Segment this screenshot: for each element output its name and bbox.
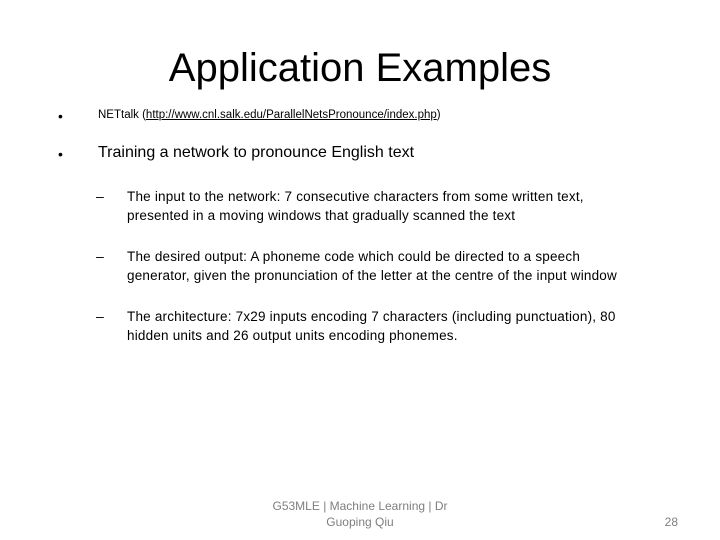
bullet-marker: •: [58, 146, 63, 162]
bullet-marker: •: [58, 108, 63, 124]
slide-title: Application Examples: [168, 46, 552, 90]
footer-line: G53MLE | Machine Learning | Dr: [272, 499, 448, 513]
footer-line: Guoping Qiu: [326, 515, 394, 529]
bullet-text: Training a network to pronounce English text: [98, 144, 415, 161]
footer-course-info: [240, 498, 480, 530]
bullet-text: [98, 106, 441, 124]
sub-bullet-text: [127, 307, 687, 345]
sub-bullet-line: generator, given the pronunciation of the letter at the centre of the input window: [127, 268, 617, 283]
sub-bullet-marker: –: [96, 188, 104, 204]
sub-bullet-text: [127, 247, 687, 285]
bullet-text-prefix: NETtalk (: [98, 109, 146, 121]
slide-page-number: 28: [664, 515, 678, 529]
sub-bullet-line: hidden units and 26 output units encoding phonemes.: [127, 328, 458, 343]
sub-bullet-line: presented in a moving windows that gradually scanned the text: [127, 208, 516, 223]
sub-bullet-line: The architecture: 7x29 inputs encoding 7 characters (including punctuation), 80: [127, 309, 616, 324]
sub-bullet-marker: –: [96, 308, 104, 324]
sub-bullet-line: The desired output: A phoneme code which could be directed to a speech: [127, 249, 581, 264]
sub-bullet-text: [127, 187, 687, 225]
bullet-text-suffix: ): [436, 109, 441, 121]
nettalk-link[interactable]: http://www.cnl.salk.edu/ParallelNetsPronounce/index.php: [145, 109, 437, 121]
sub-bullet-marker: –: [96, 248, 104, 264]
sub-bullet-line: The input to the network: 7 consecutive characters from some written text,: [127, 189, 584, 204]
